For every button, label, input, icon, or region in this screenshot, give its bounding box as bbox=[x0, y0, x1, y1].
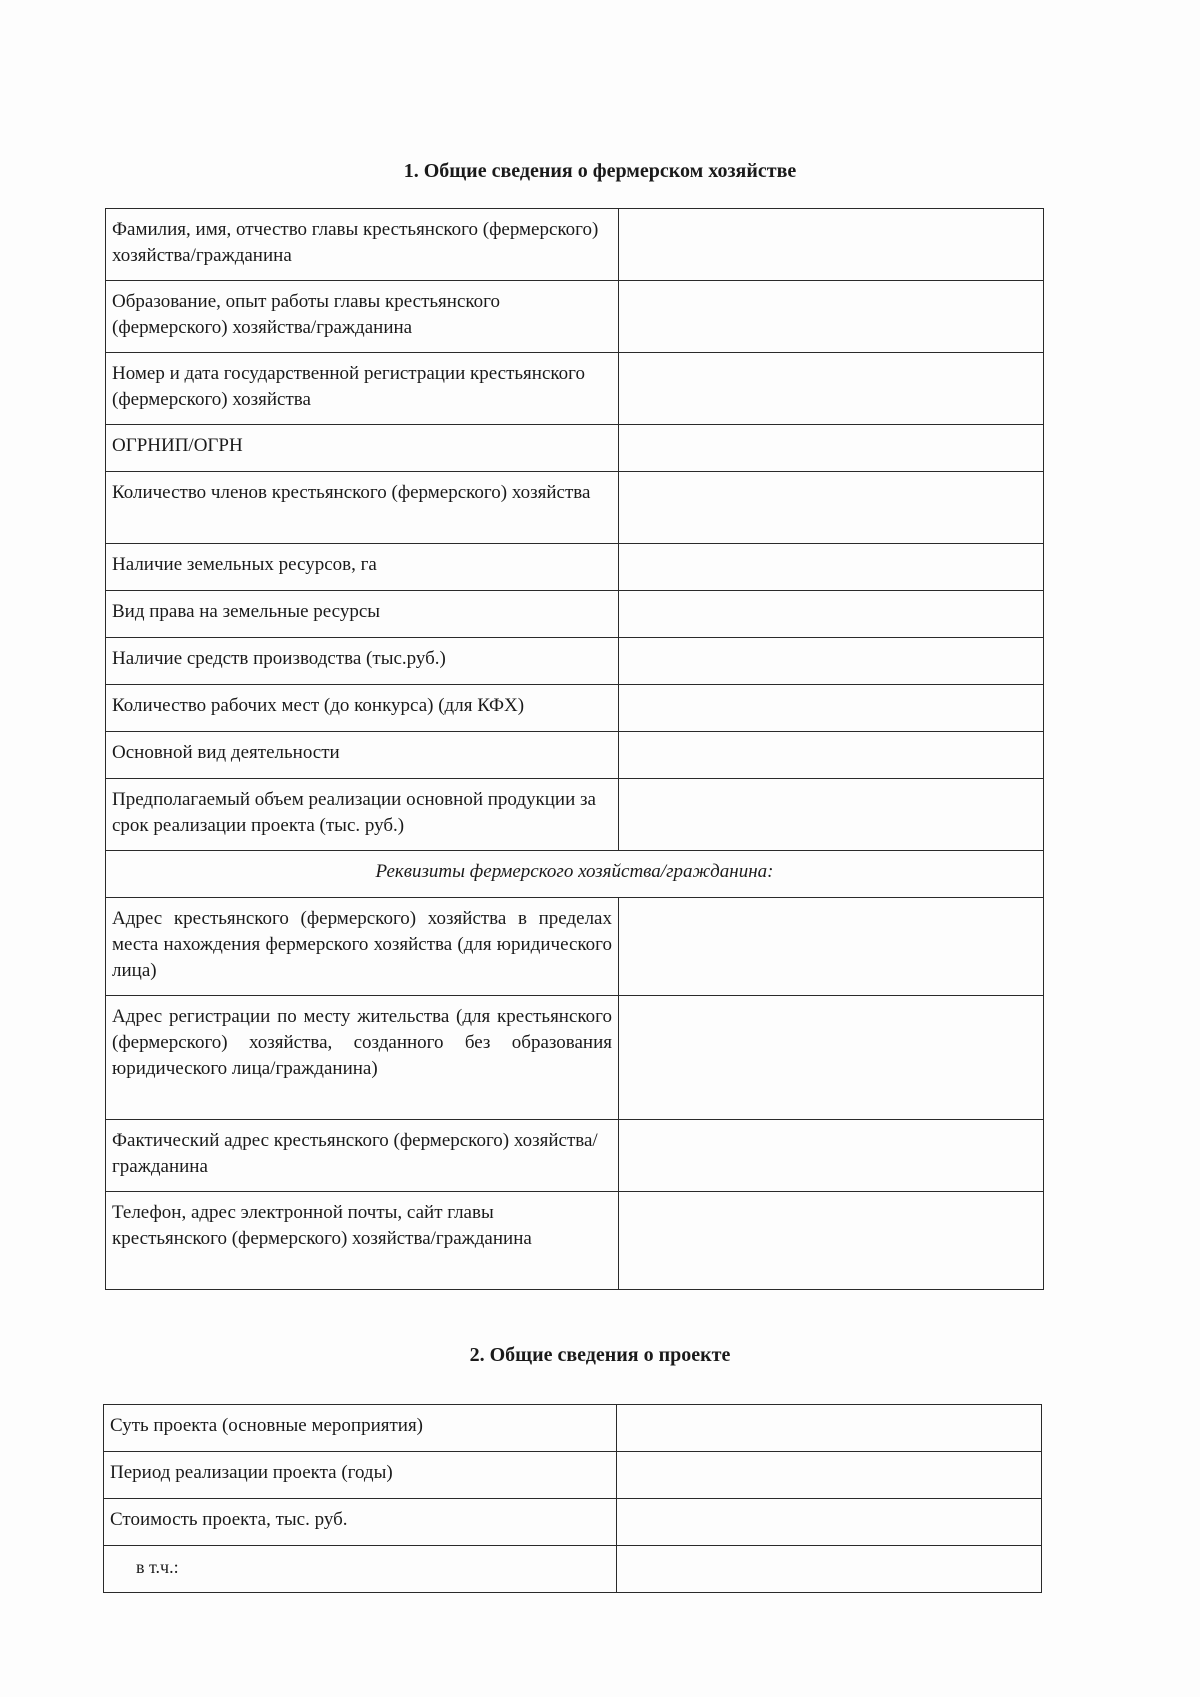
row-label-contacts: Телефон, адрес электронной почты, сайт главы крестьянского (фермерского) хозяйства/гражданина bbox=[106, 1192, 619, 1290]
row-label-members-count: Количество членов крестьянского (фермерского) хозяйства bbox=[106, 472, 619, 544]
value-cell-registration[interactable] bbox=[619, 353, 1044, 425]
table-row bbox=[104, 1499, 1042, 1546]
table-row bbox=[106, 732, 1044, 779]
row-label-jobs-count: Количество рабочих мест (до конкурса) (для КФХ) bbox=[106, 685, 619, 732]
section-2-title: 2. Общие сведения о проекте bbox=[469, 1344, 731, 1366]
row-label-including: в т.ч.: bbox=[104, 1546, 617, 1593]
table-row bbox=[106, 591, 1044, 638]
section-1-title: 1. Общие сведения о фермерском хозяйстве bbox=[403, 160, 797, 182]
table-row bbox=[106, 638, 1044, 685]
row-label-education: Образование, опыт работы главы крестьянского (фермерского) хозяйства/гражданина bbox=[106, 281, 619, 353]
value-cell-legal-address[interactable] bbox=[619, 898, 1044, 996]
requisites-caption: Реквизиты фермерского хозяйства/гражданина: bbox=[106, 851, 1044, 898]
value-cell-ogrn[interactable] bbox=[619, 425, 1044, 472]
row-label-sales-volume: Предполагаемый объем реализации основной продукции за срок реализации проекта (тыс. руб.) bbox=[106, 779, 619, 851]
value-cell-jobs-count[interactable] bbox=[619, 685, 1044, 732]
value-cell-contacts[interactable] bbox=[619, 1192, 1044, 1290]
row-label-actual-address: Фактический адрес крестьянского (фермерского) хозяйства/гражданина bbox=[106, 1120, 619, 1192]
row-label-project-period: Период реализации проекта (годы) bbox=[104, 1452, 617, 1499]
row-label-land-resources: Наличие земельных ресурсов, га bbox=[106, 544, 619, 591]
row-label-ogrn: ОГРНИП/ОГРН bbox=[106, 425, 619, 472]
row-label-legal-address: Адрес крестьянского (фермерского) хозяйства в пределах места нахождения фермерского хозяйства (для юридического лица) bbox=[106, 898, 619, 996]
row-label-registration-address: Адрес регистрации по месту жительства (для крестьянского (фермерского) хозяйства, созданного без образования юридического лица/гражданина) bbox=[106, 996, 619, 1120]
table-row bbox=[106, 685, 1044, 732]
value-cell-main-activity[interactable] bbox=[619, 732, 1044, 779]
row-label-land-right: Вид права на земельные ресурсы bbox=[106, 591, 619, 638]
row-label-means-of-production: Наличие средств производства (тыс.руб.) bbox=[106, 638, 619, 685]
farm-info-table bbox=[105, 208, 1044, 1290]
value-cell-project-period[interactable] bbox=[617, 1452, 1042, 1499]
table-row bbox=[106, 898, 1044, 996]
table-row bbox=[106, 425, 1044, 472]
value-cell-education[interactable] bbox=[619, 281, 1044, 353]
row-label-project-essence: Суть проекта (основные мероприятия) bbox=[104, 1405, 617, 1452]
row-label-registration: Номер и дата государственной регистрации крестьянского (фермерского) хозяйства bbox=[106, 353, 619, 425]
value-cell-land-resources[interactable] bbox=[619, 544, 1044, 591]
value-cell-sales-volume[interactable] bbox=[619, 779, 1044, 851]
table-row bbox=[106, 1192, 1044, 1290]
value-cell-actual-address[interactable] bbox=[619, 1120, 1044, 1192]
table-row bbox=[106, 209, 1044, 281]
project-info-table bbox=[103, 1404, 1042, 1593]
value-cell-including[interactable] bbox=[617, 1546, 1042, 1593]
table-row bbox=[106, 281, 1044, 353]
row-label-main-activity: Основной вид деятельности bbox=[106, 732, 619, 779]
table-row bbox=[106, 544, 1044, 591]
table-row bbox=[106, 472, 1044, 544]
table-row bbox=[106, 353, 1044, 425]
value-cell-registration-address[interactable] bbox=[619, 996, 1044, 1120]
value-cell-land-right[interactable] bbox=[619, 591, 1044, 638]
table-row bbox=[104, 1405, 1042, 1452]
table-row bbox=[106, 996, 1044, 1120]
table-row bbox=[106, 851, 1044, 898]
value-cell-project-cost[interactable] bbox=[617, 1499, 1042, 1546]
table-row bbox=[104, 1452, 1042, 1499]
row-label-project-cost: Стоимость проекта, тыс. руб. bbox=[104, 1499, 617, 1546]
table-row bbox=[104, 1546, 1042, 1593]
table-row bbox=[106, 779, 1044, 851]
value-cell-project-essence[interactable] bbox=[617, 1405, 1042, 1452]
value-cell-members-count[interactable] bbox=[619, 472, 1044, 544]
value-cell-means-of-production[interactable] bbox=[619, 638, 1044, 685]
row-label-head-name: Фамилия, имя, отчество главы крестьянского (фермерского) хозяйства/гражданина bbox=[106, 209, 619, 281]
value-cell-head-name[interactable] bbox=[619, 209, 1044, 281]
table-row bbox=[106, 1120, 1044, 1192]
